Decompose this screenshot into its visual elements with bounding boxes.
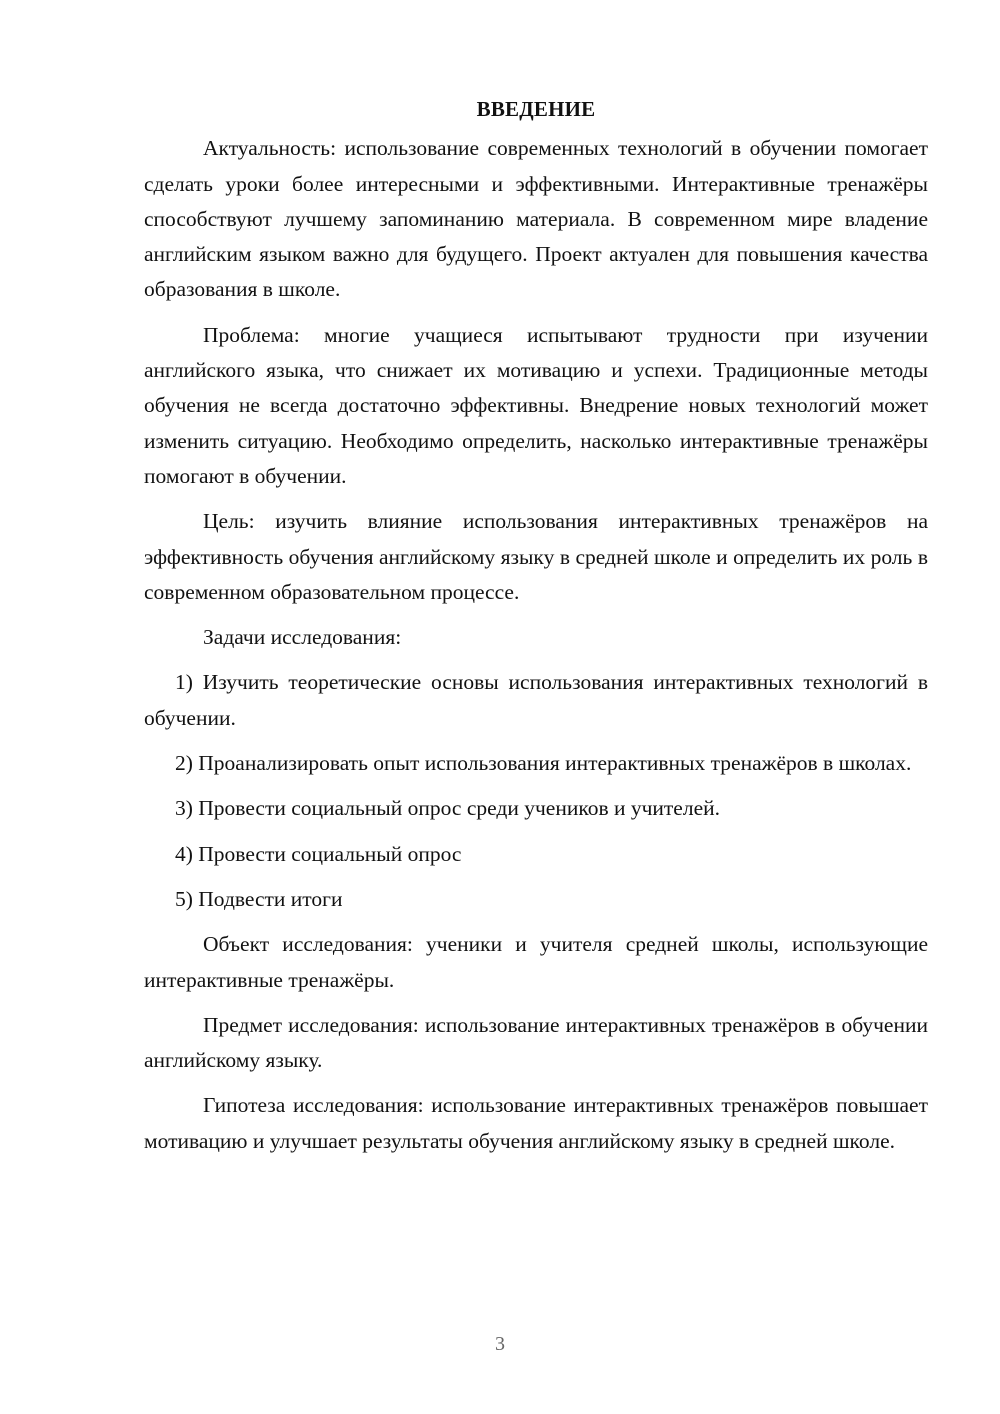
subject-paragraph: Предмет исследования: использование интерактивных тренажёров в обучении английскому языку. xyxy=(144,1012,928,1073)
relevance-paragraph: Актуальность: использование современных технологий в обучении помогает сделать уроки более интересными и эффективными. Интерактивные тренажёры способствуют лучшему запоминанию материала. В современном мире владение английским языком важно для будущего. Проект актуален для повышения качества образования в школе. xyxy=(144,136,928,302)
task-item-5: 5) Подвести итоги xyxy=(175,886,343,911)
hypothesis-paragraph: Гипотеза исследования: использование интерактивных тренажёров повышает мотивацию и улучшает результаты обучения английскому языку в средней школе. xyxy=(144,1093,928,1153)
page-content xyxy=(144,92,928,1169)
object-paragraph: Объект исследования: ученики и учителя средней школы, использующие интерактивные тренажёры. xyxy=(144,932,928,992)
task-item-4: 4) Провести социальный опрос xyxy=(175,841,462,866)
task-item-2: 2) Проанализировать опыт использования интерактивных тренажёров в школах. xyxy=(175,751,912,776)
problem-paragraph: Проблема: многие учащиеся испытывают трудности при изучении английского языка, что снижает их мотивацию и успехи. Традиционные методы обучения не всегда достаточно эффективны. Внедрение новых технологий может изменить ситуацию. Необходимо определить, насколько интерактивные тренажёры помогают в обучении. xyxy=(144,322,928,488)
section-title: ВВЕДЕНИЕ xyxy=(476,97,596,121)
task-item-3: 3) Провести социальный опрос среди учеников и учителей. xyxy=(175,796,721,821)
goal-paragraph: Цель: изучить влияние использования интерактивных тренажёров на эффективность обучения английскому языку в средней школе и определить их роль в современном образовательном процессе. xyxy=(144,509,928,604)
tasks-heading: Задачи исследования: xyxy=(203,625,402,650)
task-item-1: 1) Изучить теоретические основы использования интерактивных технологий в обучении. xyxy=(144,670,928,730)
page-number: 3 xyxy=(495,1333,505,1355)
